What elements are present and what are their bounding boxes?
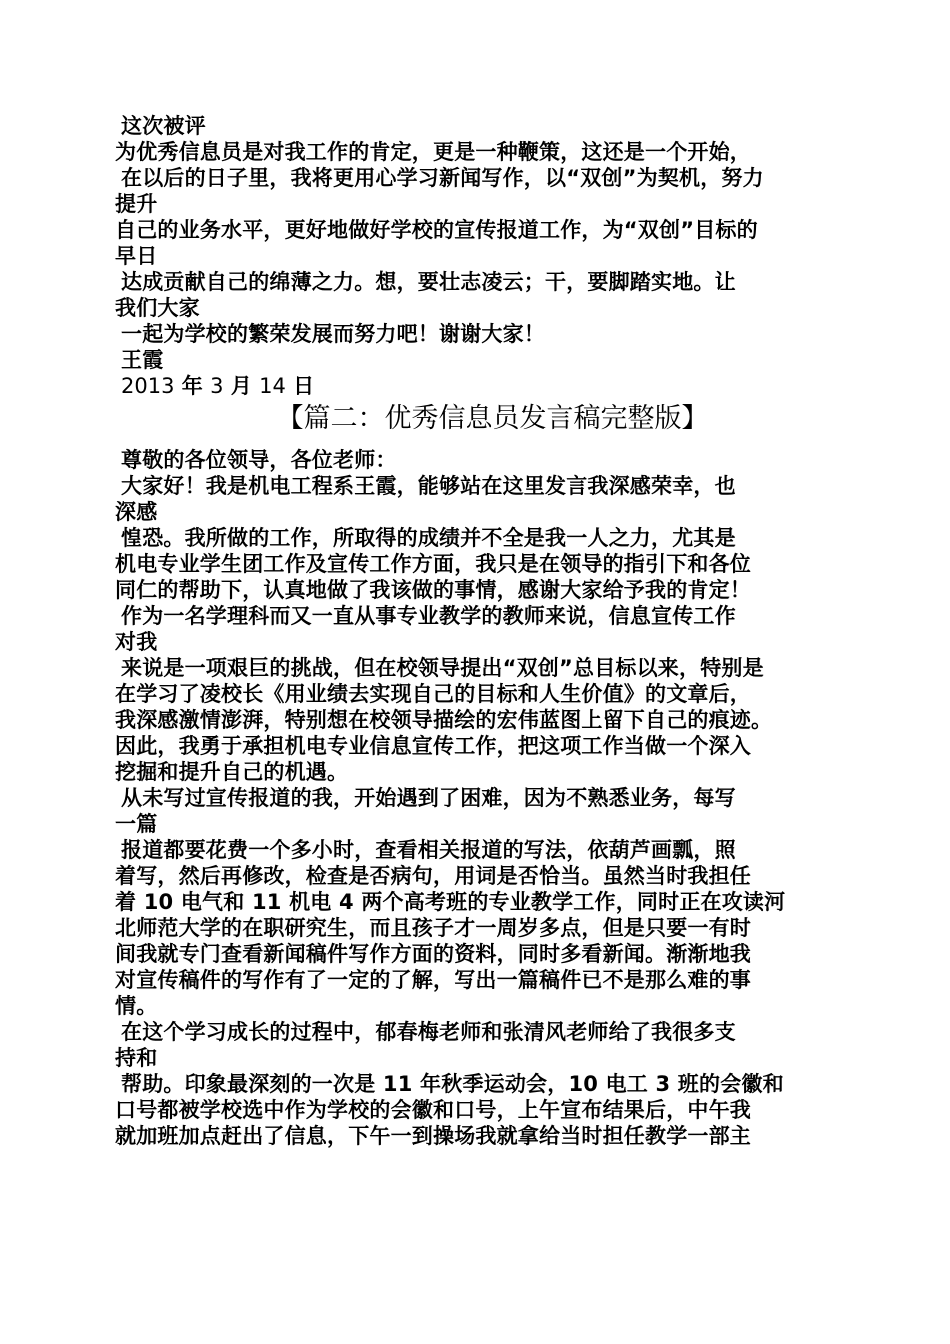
text-line: 自己的业务水平，更好地做好学校的宣传报道工作，为“双创”目标的 bbox=[115, 218, 758, 242]
text-line: 惶恐。我所做的工作，所取得的成绩并不全是我一人之力，尤其是 bbox=[121, 526, 736, 550]
text-line: 为优秀信息员是对我工作的肯定，更是一种鞭策，这还是一个开始， bbox=[115, 140, 751, 164]
text-line: 深感 bbox=[115, 500, 158, 524]
text-line: 我们大家 bbox=[115, 296, 200, 320]
text-line: 一起为学校的繁荣发展而努力吧！谢谢大家！ bbox=[121, 322, 545, 346]
date-month: 3 bbox=[210, 374, 224, 398]
text-line: 间我就专门查看新闻稿件写作方面的资料，同时多看新闻。渐渐地我 bbox=[115, 942, 751, 966]
document-page bbox=[115, 113, 850, 1149]
text-line: 同仁的帮助下，认真地做了我该做的事情，感谢大家给予我的肯定！ bbox=[115, 578, 751, 602]
text-line: 情。 bbox=[115, 994, 158, 1018]
section-heading: 【篇二：优秀信息员发言稿完整版】 bbox=[276, 403, 709, 434]
text-line: 作为一名学理科而又一直从事专业教学的教师来说，信息宣传工作 bbox=[121, 604, 736, 628]
text-line: 大家好！我是机电工程系王霞，能够站在这里发言我深感荣幸，也 bbox=[121, 474, 736, 498]
text-line: 来说是一项艰巨的挑战，但在校领导提出“双创”总目标以来，特别是 bbox=[121, 656, 764, 680]
text-line: 尊敬的各位领导，各位老师： bbox=[121, 448, 397, 472]
text-line: 持和 bbox=[115, 1046, 158, 1070]
date-year-unit: 年 bbox=[181, 374, 203, 398]
text-line: 对我 bbox=[115, 630, 158, 654]
text-line: 挖掘和提升自己的机遇。 bbox=[115, 760, 349, 784]
text-line: 对宣传稿件的写作有了一定的了解，写出一篇稿件已不是那么难的事 bbox=[115, 968, 751, 992]
text-line: 在学习了凌校长《用业绩去实现自己的目标和人生价值》的文章后， bbox=[115, 682, 751, 706]
text-line: 帮助。印象最深刻的一次是 11 年秋季运动会，10 电工 3 班的会徽和 bbox=[121, 1072, 784, 1096]
date-year: 2013 bbox=[121, 374, 175, 398]
text-line: 我深感激情澎湃，特别想在校领导描绘的宏伟蓝图上留下自己的痕迹。 bbox=[115, 708, 773, 732]
date-line bbox=[115, 373, 850, 399]
author-name: 王霞 bbox=[121, 348, 164, 372]
date-day: 14 bbox=[259, 374, 286, 398]
text-line: 就加班加点赶出了信息，下午一到操场我就拿给当时担任教学一部主 bbox=[115, 1124, 751, 1148]
text-line: 这次被评 bbox=[121, 114, 206, 138]
text-line: 在以后的日子里，我将更用心学习新闻写作，以“双创”为契机，努力 bbox=[121, 166, 764, 190]
text-line: 着 10 电气和 11 机电 4 两个高考班的专业教学工作，同时正在攻读河 bbox=[115, 890, 786, 914]
text-line: 着写，然后再修改，检查是否病句，用词是否恰当。虽然当时我担任 bbox=[115, 864, 751, 888]
text-line: 提升 bbox=[115, 192, 158, 216]
text-line: 口号都被学校选中作为学校的会徽和口号，上午宣布结果后，中午我 bbox=[115, 1098, 751, 1122]
text-line: 机电专业学生团工作及宣传工作方面，我只是在领导的指引下和各位 bbox=[115, 552, 751, 576]
date-month-unit: 月 bbox=[230, 374, 252, 398]
text-line: 达成贡献自己的绵薄之力。想，要壮志凌云；干，要脚踏实地。让 bbox=[121, 270, 736, 294]
text-line: 北师范大学的在职研究生，而且孩子才一周岁多点，但是只要一有时 bbox=[115, 916, 751, 940]
text-line: 报道都要花费一个多小时，查看相关报道的写法，依葫芦画瓢，照 bbox=[121, 838, 736, 862]
text-line: 一篇 bbox=[115, 812, 158, 836]
text-line: 因此，我勇于承担机电专业信息宣传工作，把这项工作当做一个深入 bbox=[115, 734, 751, 758]
text-line: 从未写过宣传报道的我，开始遇到了困难，因为不熟悉业务，每写 bbox=[121, 786, 736, 810]
date-day-unit: 日 bbox=[293, 374, 315, 398]
text-line: 在这个学习成长的过程中，郁春梅老师和张清风老师给了我很多支 bbox=[121, 1020, 736, 1044]
text-line: 早日 bbox=[115, 244, 158, 268]
